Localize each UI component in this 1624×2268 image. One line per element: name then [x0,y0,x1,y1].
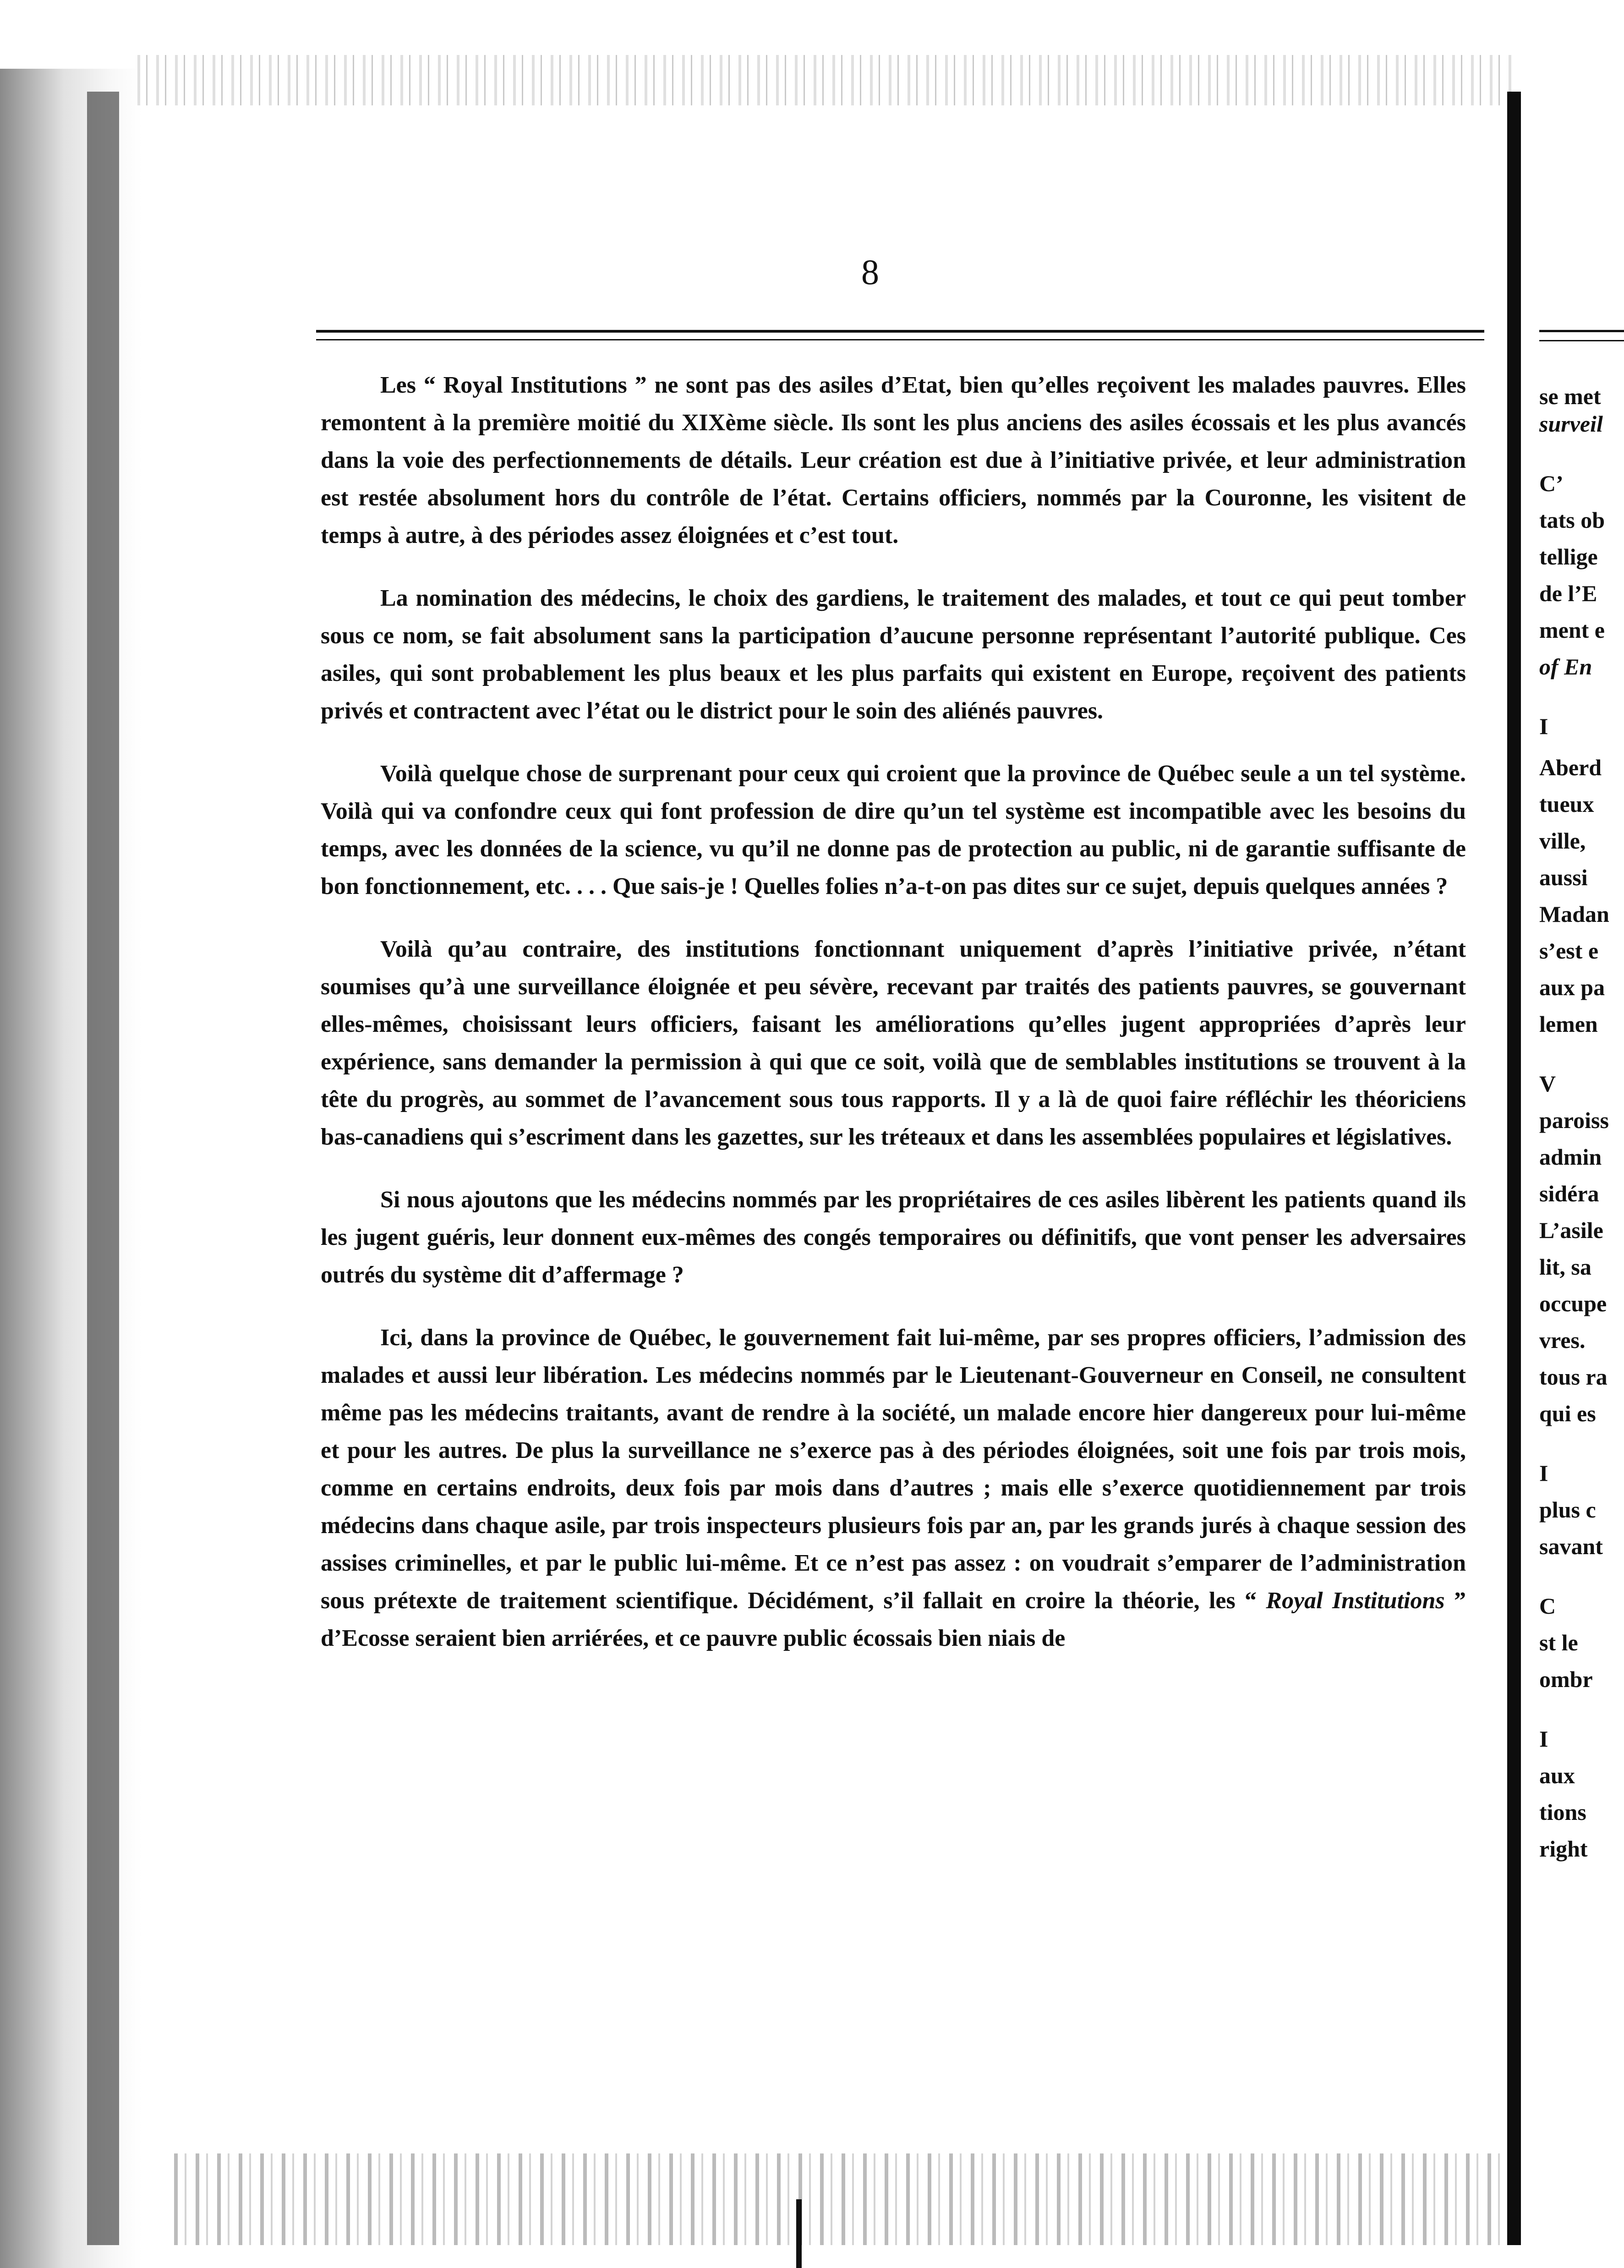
scan-noise-top [137,55,1512,105]
facing-page-fragment: I [1539,713,1548,739]
facing-page-rule [1539,340,1624,341]
facing-page-fragment: de l’E [1539,581,1597,606]
paragraph-last [321,1319,1466,1657]
header-rule-thick [316,330,1484,333]
facing-page-fragment: st le [1539,1630,1578,1655]
paragraph: Voilà quelque chose de surprenant pour ceux qui croient que la province de Québec seule a un tel système. Voilà qui va confondre ceux qui font profession de dire qu’un tel système est incompatible avec les besoins du temps, avec les données de la science, vu qu’il ne donne pas de protection au public, ni de garantie suffisante de bon fonctionnement, etc. . . . Que sais-je ! Quelles folies n’a-t-on pas dites sur ce sujet, depuis quelques années ? [321,761,1466,899]
facing-page-rule [1539,330,1624,332]
binding-edge [87,92,119,2245]
facing-page-fragment: lemen [1539,1011,1598,1037]
facing-page-fragment: V [1539,1071,1556,1096]
facing-page-fragment: I [1539,1460,1548,1486]
page-number: 8 [861,252,879,292]
facing-page-fragment: se met [1539,383,1601,409]
facing-page-fragment: admin [1539,1144,1602,1170]
facing-page-fragment: C’ [1539,471,1564,496]
paragraph-text: Ici, dans la province de Québec, le gouvernement fait lui-même, par ses propres officiers, l’admission des malades et aussi leur libération. Les médecins nommés par le Lieutenant-Gouverneur en Conseil, ne consultent même pas les médecins traitants, avant de rendre à la société, un malade encore hier dangereux pour lui-même et pour les autres. De plus la surveillance ne s’exerce pas à des périodes éloignées, soit une fois par trois mois, comme en certains endroits, deux fois par mois dans d’autres ; mais elle s’exerce quotidiennement par trois médecins dans chaque asile, par trois inspecteurs plusieurs fois par an, par les grands jurés à chaque session des assises criminelles, et par le public lui-même. Et ce n’est pas assez : on voudrait s’emparer de l’administration sous prétexte de traitement scientifique. Décidément, s’il fallait en croire la théorie, les “ [321,1325,1466,1614]
facing-page-fragment: C [1539,1593,1556,1619]
facing-page-fragment: aussi [1539,865,1588,890]
facing-page-fragment: of En [1539,654,1592,679]
facing-page-fragment: lit, sa [1539,1254,1591,1280]
facing-page-fragment: ville, [1539,828,1586,854]
facing-page-fragment: Madan [1539,901,1609,927]
scan-shadow-left [0,69,142,2268]
facing-page-fragment: L’asile [1539,1217,1603,1243]
facing-page-edge [1507,92,1521,2245]
facing-page-fragment: occupe [1539,1291,1607,1316]
facing-page-fragment: tellige [1539,544,1598,570]
paragraph: Si nous ajoutons que les médecins nommés par les propriétaires de ces asiles libèrent les patients quand ils les jugent guéris, leur donnent eux-mêmes des congés temporaires ou définitifs, que vont penser les adversaires outrés du système dit d’affermage ? [321,1187,1466,1288]
facing-page-fragment: qui es [1539,1401,1596,1426]
header-rule-thin [316,339,1484,340]
paragraph-text: ” d’Ecosse seraient bien arriérées, et ce pauvre public écossais bien niais de [321,1588,1466,1651]
facing-page [1521,0,1624,2268]
facing-page-fragment: paroiss [1539,1107,1609,1133]
facing-page-fragment: surveil [1539,411,1603,437]
facing-page-fragment: s’est e [1539,938,1599,964]
body-text [321,367,1466,1682]
facing-page-fragment: aux [1539,1763,1575,1788]
facing-page-fragment: tous ra [1539,1364,1608,1390]
facing-page-fragment: plus c [1539,1497,1596,1523]
facing-page-fragment: tions [1539,1799,1586,1825]
italic-phrase: Royal Institutions [1266,1588,1445,1614]
paragraph: La nomination des médecins, le choix des gardiens, le traitement des malades, et tout ce qui peut tomber sous ce nom, se fait absolument sans la participation d’aucune personne représentant l’autorité publique. Ces asiles, qui sont probablement les plus beaux et les plus parfaits qui existent en Europe, reçoivent des patients privés et contractent avec l’état ou le district pour le soin des aliénés pauvres. [321,585,1466,724]
facing-page-fragment: tueux [1539,791,1594,817]
facing-page-fragment: savant [1539,1534,1603,1559]
paragraph: Voilà qu’au contraire, des institutions fonctionnant uniquement d’après l’initiative privée, n’étant soumises qu’à une surveillance éloignée et peu sévère, recevant par traités des patients pauvres, se gouvernant elles-mêmes, choisissant leurs officiers, faisant les améliorations qu’elles jugent appropriées d’après leur expérience, sans demander la permission à qui que ce soit, voilà que de semblables institutions se trouvent à la tête du progrès, au sommet de l’avancement sous tous rapports. Il y a là de quoi faire réfléchir les théoriciens bas-canadiens qui s’escriment dans les gazettes, sur les tréteaux et dans les assemblées populaires et législatives. [321,936,1466,1150]
paragraph: Les “ Royal Institutions ” ne sont pas des asiles d’Etat, bien qu’elles reçoivent les malades pauvres. Elles remontent à la première moitié du XIXème siècle. Ils sont les plus anciens des asiles écossais et les plus avancés dans la voie des perfectionnements de détails. Leur création est due à l’initiative privée, et leur administration est restée absolument hors du contrôle de l’état. Certains officiers, nommés par la Couronne, les visitent de temps à autre, à des périodes assez éloignées et c’est tout. [321,372,1466,548]
facing-page-fragment: vres. [1539,1327,1586,1353]
facing-page-fragment: ombr [1539,1666,1593,1692]
scan-noise-bottom [174,2153,1526,2245]
gutter-mark [796,2199,802,2268]
facing-page-fragment: tats ob [1539,507,1605,533]
facing-page-fragment: right [1539,1836,1588,1862]
facing-page-fragment: aux pa [1539,975,1605,1000]
facing-page-fragment: I [1539,1726,1548,1752]
facing-page-fragment: ment e [1539,617,1605,643]
facing-page-fragment: Aberd [1539,755,1602,780]
facing-page-fragment: sidéra [1539,1181,1599,1206]
